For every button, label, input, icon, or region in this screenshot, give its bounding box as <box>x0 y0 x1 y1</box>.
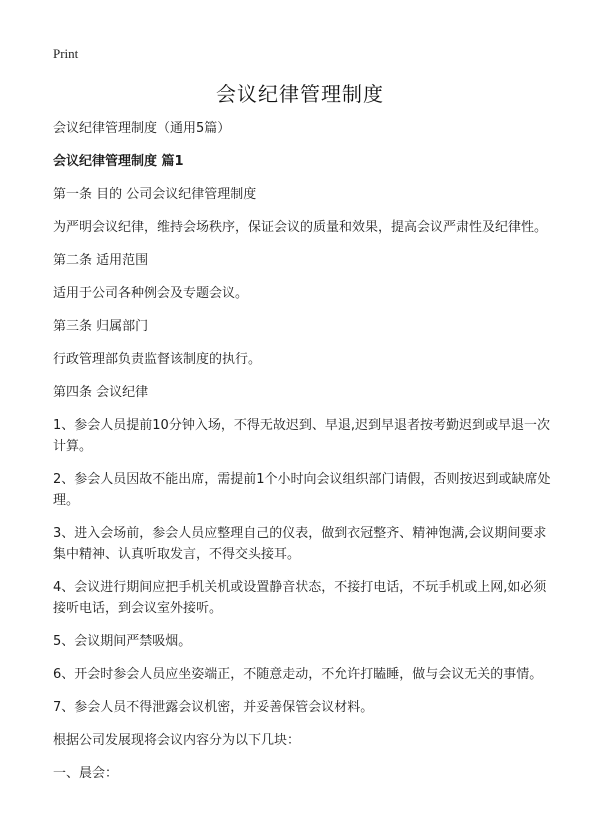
paragraph: 第四条 会议纪律 <box>53 385 149 400</box>
paragraph: 会议纪律管理制度（通用5篇） <box>53 121 231 136</box>
paragraph: 一、晨会： <box>53 766 119 781</box>
paragraph: 第二条 适用范围 <box>53 253 149 268</box>
paragraph: 4、会议进行期间应把手机关机或设置静音状态，不接打电话，不玩手机或上网,如必须接听电话，到会议室外接听。 <box>53 580 547 616</box>
paragraph: 7、参会人员不得泄露会议机密，并妥善保管会议材料。 <box>53 700 374 715</box>
section-heading: 会议纪律管理制度 篇1 <box>53 154 184 169</box>
paragraph: 3、进入会场前，参会人员应整理自己的仪表，做到衣冠整齐、精神饱满,会议期间要求集中精神、认真听取发言，不得交头接耳。 <box>53 526 547 562</box>
paragraph: 第一条 目的 公司会议纪律管理制度 <box>53 187 257 202</box>
document-body <box>53 118 553 796</box>
paragraph: 6、开会时参会人员应坐姿端正，不随意走动，不允许打瞌睡，做与会议无关的事情。 <box>53 667 543 682</box>
paragraph: 1、参会人员提前10分钟入场，不得无故迟到、早退,迟到早退者按考勤迟到或早退一次计算。 <box>53 418 550 454</box>
paragraph: 适用于公司各种例会及专题会议。 <box>53 286 249 301</box>
print-link[interactable]: Print <box>53 46 79 61</box>
paragraph: 为严明会议纪律，维持会场秩序，保证会议的质量和效果，提高会议严肃性及纪律性。 <box>53 220 548 235</box>
paragraph: 行政管理部负责监督该制度的执行。 <box>53 352 262 367</box>
paragraph: 第三条 归属部门 <box>53 319 149 334</box>
document-title: 会议纪律管理制度 <box>216 82 384 106</box>
paragraph: 根据公司发展现将会议内容分为以下几块： <box>53 733 301 748</box>
paragraph: 2、参会人员因故不能出席，需提前1个小时向会议组织部门请假，否则按迟到或缺席处理。 <box>53 472 551 508</box>
paragraph: 5、会议期间严禁吸烟。 <box>53 634 192 649</box>
